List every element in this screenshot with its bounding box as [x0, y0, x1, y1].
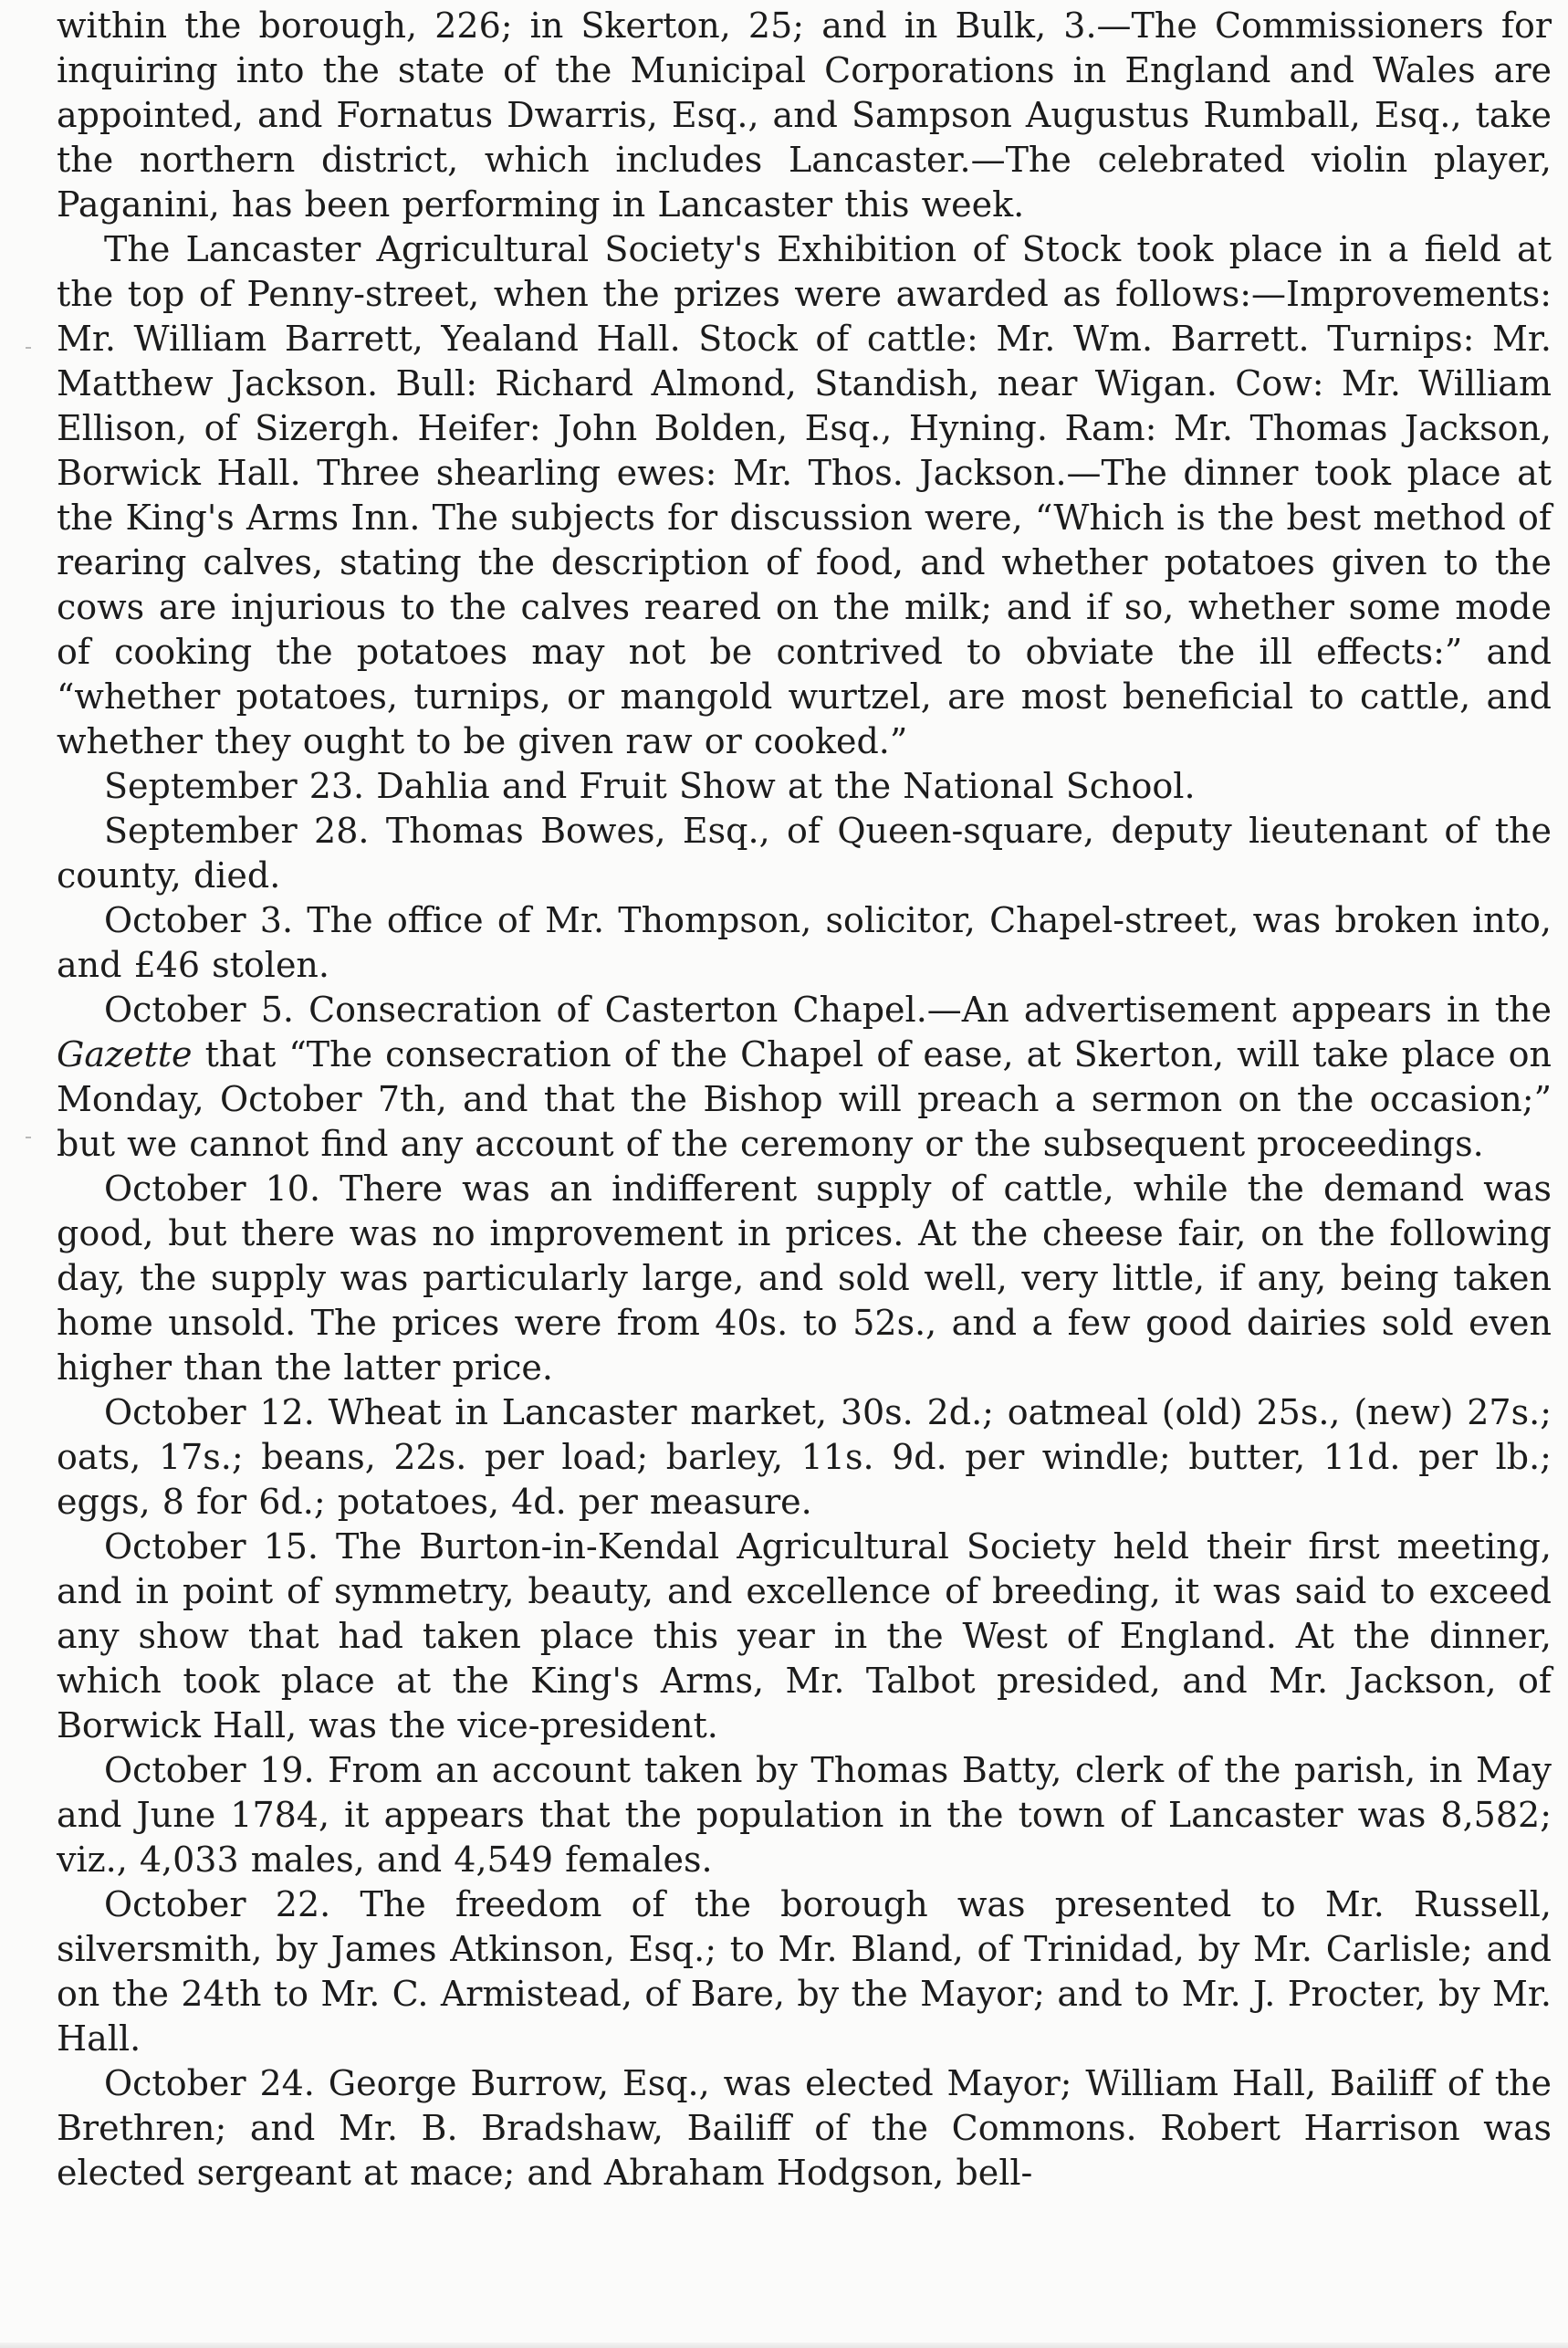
text-segment: October 10. There was an indifferent supply of cattle, while the demand was good, but there was no improvement in prices. At the cheese fair, on the following day, the supply was particularly large, and sold well, very little, if any, being taken home unsold. The prices were from 40s. to 52s., and a few good dairies sold even higher than the latter price.	[57, 1169, 1552, 1388]
text-segment: October 24. George Burrow, Esq., was elected Mayor; William Hall, Bailiff of the Brethren; and Mr. B. Bradshaw, Bailiff of the Commons. Robert Harrison was elected sergeant at mace; and Abraham Hodgson, bell-	[57, 2063, 1552, 2193]
text-segment: The Lancaster Agricultural Society's Exhibition of Stock took place in a field at the top of Penny-street, when the prizes were awarded as follows:—Improvements: Mr. William Barrett, Yealand Hall. Stock of cattle: Mr. Wm. Barrett. Turnips: Mr. Matthew Jackson. Bull: Richard Almond, Standish, near Wigan. Cow: Mr. William Ellison, of Sizergh. Heifer: John Bolden, Esq., Hyning. Ram: Mr. Thomas Jackson, Borwick Hall. Three shearling ewes: Mr. Thos. Jackson.—The dinner took place at the King's Arms Inn. The subjects for discussion were, “Which is the best method of rearing calves, stating the description of food, and whether potatoes given to the cows are injurious to the calves reared on the milk; and if so, whether some mode of cooking the potatoes may not be contrived to obviate the ill effects:” and “whether potatoes, turnips, or mangold wurtzel, are most beneficial to cattle, and whether they ought to be given raw or cooked.”	[57, 229, 1552, 761]
text-segment: that “The consecration of the Chapel of ease, at Skerton, will take place on Monday, October 7th, and that the Bishop will preach a sermon on the occasion;” but we cannot find any account of the ceremony or the subsequent proceedings.	[57, 1034, 1552, 1164]
text-segment: October 5. Consecration of Casterton Chapel.—An advertisement appears in the	[104, 990, 1552, 1030]
paragraph-p3	[57, 764, 1552, 809]
margin-mark	[26, 1137, 31, 1138]
paragraph-p2	[57, 227, 1552, 764]
paragraph-p1	[57, 4, 1552, 227]
paragraph-p7	[57, 1167, 1552, 1390]
text-segment: October 15. The Burton-in-Kendal Agricultural Society held their first meeting, and in point of symmetry, beauty, and excellence of breeding, it was said to exceed any show that had taken place this year in the West of England. At the dinner, which took place at the King's Arms, Mr. Talbot presided, and Mr. Jackson, of Borwick Hall, was the vice-president.	[57, 1526, 1552, 1745]
text-segment: within the borough, 226; in Skerton, 25; and in Bulk, 3.—The Commissioners for inquiring into the state of the Municipal Corporations in England and Wales are appointed, and Fornatus Dwarris, Esq., and Sampson Augustus Rumball, Esq., take the northern district, which includes Lancaster.—The celebrated violin player, Paganini, has been performing in Lancaster this week.	[57, 5, 1552, 225]
paragraph-p9	[57, 1525, 1552, 1748]
text-segment: September 23. Dahlia and Fruit Show at the National School.	[104, 766, 1196, 806]
paragraph-p11	[57, 1882, 1552, 2061]
text-segment: September 28. Thomas Bowes, Esq., of Queen-square, deputy lieutenant of the county, died.	[57, 811, 1552, 896]
italic-text-segment: Gazette	[57, 1034, 193, 1074]
paragraph-p5	[57, 898, 1552, 988]
paragraph-p10	[57, 1748, 1552, 1882]
paragraph-p4	[57, 809, 1552, 898]
document-body	[57, 4, 1552, 2196]
page-edge	[0, 2343, 1568, 2348]
paragraph-p6	[57, 988, 1552, 1167]
text-segment: October 19. From an account taken by Thomas Batty, clerk of the parish, in May and June 1784, it appears that the population in the town of Lancaster was 8,582; viz., 4,033 males, and 4,549 females.	[57, 1750, 1552, 1880]
margin-mark	[26, 347, 31, 349]
paragraph-p12	[57, 2061, 1552, 2196]
text-segment: October 22. The freedom of the borough was presented to Mr. Russell, silversmith, by James Atkinson, Esq.; to Mr. Bland, of Trinidad, by Mr. Carlisle; and on the 24th to Mr. C. Armistead, of Bare, by the Mayor; and to Mr. J. Procter, by Mr. Hall.	[57, 1884, 1552, 2059]
paragraph-p8	[57, 1390, 1552, 1525]
text-segment: October 12. Wheat in Lancaster market, 30s. 2d.; oatmeal (old) 25s., (new) 27s.; oats, 17s.; beans, 22s. per load; barley, 11s. 9d. per windle; butter, 11d. per lb.; eggs, 8 for 6d.; potatoes, 4d. per measure.	[57, 1392, 1552, 1522]
text-segment: October 3. The office of Mr. Thompson, solicitor, Chapel-street, was broken into, and £46 stolen.	[57, 900, 1552, 985]
